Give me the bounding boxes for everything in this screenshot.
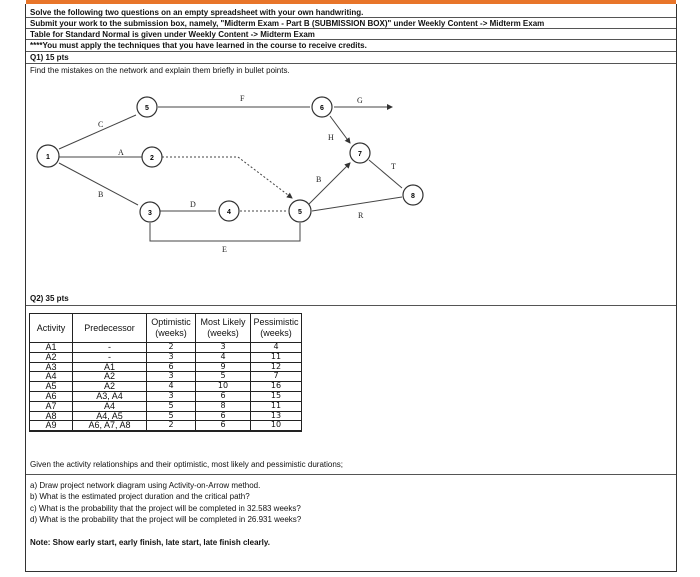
- cell-predecessor: A2: [73, 382, 147, 392]
- cell-optimistic: 6: [147, 362, 196, 372]
- cell-optimistic: 5: [147, 401, 196, 411]
- cell-activity: A7: [30, 401, 73, 411]
- divider: [26, 474, 676, 475]
- cell-predecessor: -: [73, 343, 147, 353]
- edge-label-t: T: [391, 162, 396, 171]
- cell-most-likely: 6: [196, 411, 251, 421]
- edge-label-g: G: [357, 96, 363, 105]
- instruction-line-3: Table for Standard Normal is given under Weekly Content -> Midterm Exam: [30, 30, 315, 39]
- cell-activity: A5: [30, 382, 73, 392]
- q2-note: Note: Show early start, early finish, late start, late finish clearly.: [30, 538, 270, 547]
- instruction-line-4: ****You must apply the techniques that you have learned in the course to receive credits.: [30, 41, 367, 50]
- edge-t: [369, 160, 402, 188]
- cell-most-likely: 9: [196, 362, 251, 372]
- cell-most-likely: 6: [196, 421, 251, 431]
- edge-label-b2: B: [316, 175, 322, 184]
- instruction-line-2: Submit your work to the submission box, namely, "Midterm Exam - Part B (SUBMISSION BOX)" under Weekly Content -> Midterm Exam: [30, 19, 545, 28]
- edge-label-d: D: [190, 200, 196, 209]
- cell-activity: A6: [30, 391, 73, 401]
- header-optimistic-line2: (weeks): [155, 328, 187, 338]
- edge-label-c: C: [98, 120, 104, 129]
- cell-optimistic: 3: [147, 391, 196, 401]
- cell-pessimistic: 11: [251, 401, 302, 411]
- cell-pessimistic: 12: [251, 362, 302, 372]
- table-row: [30, 382, 302, 392]
- cell-optimistic: 3: [147, 352, 196, 362]
- instruction-line-1: Solve the following two questions on an empty spreadsheet with your own handwriting.: [30, 8, 364, 17]
- table-row: [30, 343, 302, 353]
- cell-activity: A9: [30, 421, 73, 431]
- edge-label-e: E: [222, 245, 227, 254]
- cell-most-likely: 4: [196, 352, 251, 362]
- node-2-label: 2: [150, 155, 154, 162]
- header-activity: Activity: [30, 314, 73, 343]
- header-predecessor: Predecessor: [73, 314, 147, 343]
- cell-predecessor: A4: [73, 401, 147, 411]
- q2-title: Q2) 35 pts: [30, 294, 69, 303]
- edge-label-f: F: [240, 94, 245, 103]
- cell-pessimistic: 15: [251, 391, 302, 401]
- q1-title: Q1) 15 pts: [30, 53, 69, 62]
- cell-most-likely: 5: [196, 372, 251, 382]
- divider: [26, 28, 676, 29]
- cell-activity: A3: [30, 362, 73, 372]
- q2-given: Given the activity relationships and their optimistic, most likely and pessimistic durations;: [30, 460, 344, 469]
- cell-pessimistic: 4: [251, 343, 302, 353]
- q2-part-a: a) Draw project network diagram using Activity-on-Arrow method.: [30, 481, 261, 490]
- cell-most-likely: 6: [196, 391, 251, 401]
- cell-predecessor: A3, A4: [73, 391, 147, 401]
- divider: [26, 39, 676, 40]
- node-4-label: 4: [227, 209, 231, 216]
- divider: [26, 17, 676, 18]
- q2-part-b: b) What is the estimated project duration and the critical path?: [30, 492, 250, 501]
- header-most-likely-line1: Most Likely: [200, 317, 246, 327]
- edge-e: [150, 223, 300, 241]
- edge-label-b: B: [98, 190, 104, 199]
- divider: [26, 51, 676, 52]
- header-optimistic-line1: Optimistic: [151, 317, 191, 327]
- cell-pessimistic: 16: [251, 382, 302, 392]
- divider: [26, 305, 676, 306]
- header-most-likely-line2: (weeks): [207, 328, 239, 338]
- activity-table: [29, 313, 302, 432]
- table-row: [30, 352, 302, 362]
- cell-pessimistic: 10: [251, 421, 302, 431]
- edge-dummy-2b: [238, 157, 292, 198]
- cell-activity: A8: [30, 411, 73, 421]
- header-optimistic: [147, 314, 196, 343]
- cell-optimistic: 4: [147, 382, 196, 392]
- cell-optimistic: 2: [147, 343, 196, 353]
- header-pessimistic-line2: (weeks): [260, 328, 292, 338]
- cell-most-likely: 8: [196, 401, 251, 411]
- node-5-bottom-label: 5: [298, 209, 302, 216]
- node-7-label: 7: [358, 151, 362, 158]
- cell-activity: A1: [30, 343, 73, 353]
- cell-predecessor: A1: [73, 362, 147, 372]
- table-row: [30, 372, 302, 382]
- cell-predecessor: -: [73, 352, 147, 362]
- cell-most-likely: 3: [196, 343, 251, 353]
- table-row: [30, 411, 302, 421]
- node-1-label: 1: [46, 154, 50, 161]
- cell-optimistic: 2: [147, 421, 196, 431]
- divider: [26, 63, 676, 64]
- cell-pessimistic: 7: [251, 372, 302, 382]
- node-6-label: 6: [320, 105, 324, 112]
- header-pessimistic-line1: Pessimistic: [253, 317, 299, 327]
- node-3-label: 3: [148, 210, 152, 217]
- table-row: [30, 421, 302, 431]
- cell-pessimistic: 13: [251, 411, 302, 421]
- edge-r: [312, 197, 402, 211]
- edge-label-r: R: [358, 211, 364, 220]
- edge-label-a: A: [118, 148, 124, 157]
- cell-optimistic: 3: [147, 372, 196, 382]
- header-pessimistic: [251, 314, 302, 343]
- table-row: [30, 362, 302, 372]
- q2-part-d: d) What is the probability that the project will be completed in 26.931 weeks?: [30, 515, 302, 524]
- table-row: [30, 391, 302, 401]
- cell-activity: A2: [30, 352, 73, 362]
- node-5-top-label: 5: [145, 105, 149, 112]
- cell-pessimistic: 11: [251, 352, 302, 362]
- q2-part-c: c) What is the probability that the project will be completed in 32.583 weeks?: [30, 504, 301, 513]
- cell-activity: A4: [30, 372, 73, 382]
- edge-label-h: H: [328, 133, 334, 142]
- header-most-likely: [196, 314, 251, 343]
- cell-predecessor: A4, A5: [73, 411, 147, 421]
- edge-b2: [308, 163, 350, 205]
- cell-predecessor: A6, A7, A8: [73, 421, 147, 431]
- table-header-row: [30, 314, 302, 343]
- node-8-label: 8: [411, 193, 415, 200]
- cell-predecessor: A2: [73, 372, 147, 382]
- table-row: [30, 401, 302, 411]
- cell-most-likely: 10: [196, 382, 251, 392]
- q1-prompt: Find the mistakes on the network and explain them briefly in bullet points.: [30, 66, 290, 75]
- network-diagram: [30, 85, 450, 265]
- cell-optimistic: 5: [147, 411, 196, 421]
